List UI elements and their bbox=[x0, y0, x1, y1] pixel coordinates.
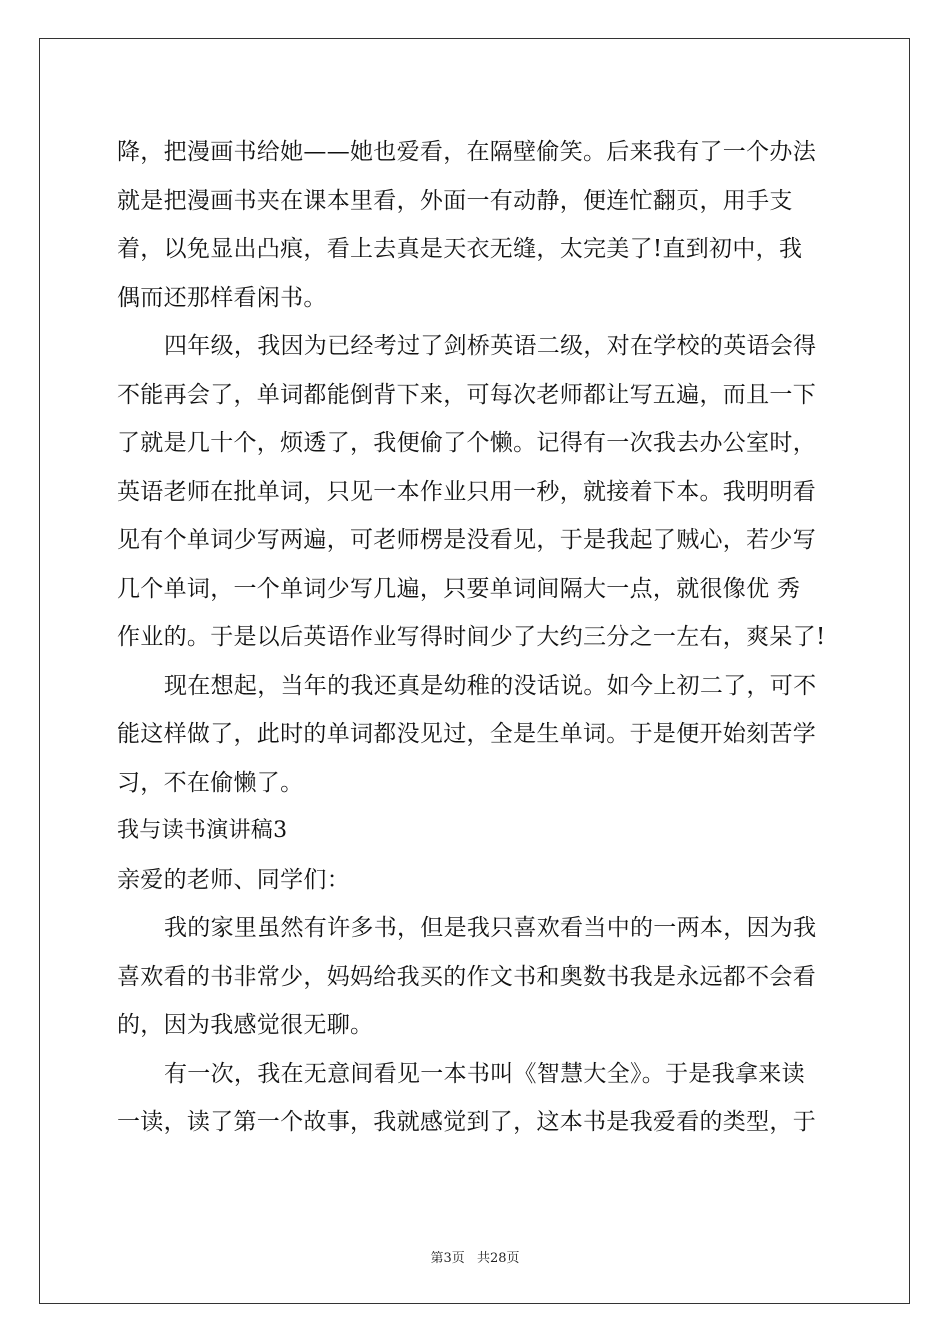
total-pages: 共28页 bbox=[476, 1251, 520, 1266]
text-line: 见有个单词少写两遍，可老师楞是没看见，于是我起了贼心，若少写 bbox=[117, 527, 816, 553]
text-line: 的，因为我感觉很无聊。 bbox=[117, 1012, 374, 1038]
text-line: 不能再会了，单词都能倒背下来，可每次老师都让写五遍，而且一下 bbox=[117, 381, 816, 408]
text-line: 英语老师在批单词，只见一本作业只用一秒，就接着下本。我明明看 bbox=[117, 478, 816, 505]
text-line: 一读，读了第一个故事，我就感觉到了，这本书是我爱看的类型，于 bbox=[117, 1109, 816, 1135]
text-line: 降，把漫画书给她——她也爱看，在隔壁偷笑。后来我有了一个办法 bbox=[117, 139, 816, 165]
text-line: 能这样做了，此时的单词都没见过，全是生单词。于是便开始刻苦学 bbox=[117, 721, 816, 747]
text-line: 了就是几十个，烦透了，我便偷了个懒。记得有一次我去办公室时， bbox=[117, 430, 816, 456]
salutation: 亲爱的老师、同学们： bbox=[117, 866, 350, 893]
section-title: 我与读书演讲稿3 bbox=[117, 818, 288, 843]
text-line: 着，以免显出凸痕，看上去真是天衣无缝，太完美了!直到初中，我 bbox=[117, 236, 803, 262]
paragraph-start-line: 四年级，我因为已经考过了剑桥英语二级，对在学校的英语会得 bbox=[164, 333, 817, 359]
document-body bbox=[117, 128, 837, 1147]
text-line: 喜欢看的书非常少，妈妈给我买的作文书和奥数书我是永远都不会看 bbox=[117, 963, 816, 990]
text-line: 习，不在偷懒了。 bbox=[117, 769, 304, 796]
text-line: 作业的。于是以后英语作业写得时间少了大约三分之一左右，爽呆了! bbox=[117, 624, 826, 650]
text-line: 偶而还那样看闲书。 bbox=[117, 284, 327, 311]
paragraph-start-line: 我的家里虽然有许多书，但是我只喜欢看当中的一两本，因为我 bbox=[164, 915, 817, 941]
paragraph-start-line: 现在想起，当年的我还真是幼稚的没话说。如今上初二了，可不 bbox=[164, 672, 817, 699]
paragraph-start-line: 有一次，我在无意间看见一本书叫《智慧大全》。于是我拿来读 bbox=[164, 1060, 805, 1087]
text-line: 几个单词，一个单词少写几遍，只要单词间隔大一点，就很像优 秀 bbox=[117, 575, 801, 602]
page-number: 第3页 bbox=[430, 1251, 465, 1266]
text-line: 就是把漫画书夹在课本里看，外面一有动静，便连忙翻页，用手支 bbox=[117, 187, 793, 214]
page-footer bbox=[0, 1247, 950, 1266]
